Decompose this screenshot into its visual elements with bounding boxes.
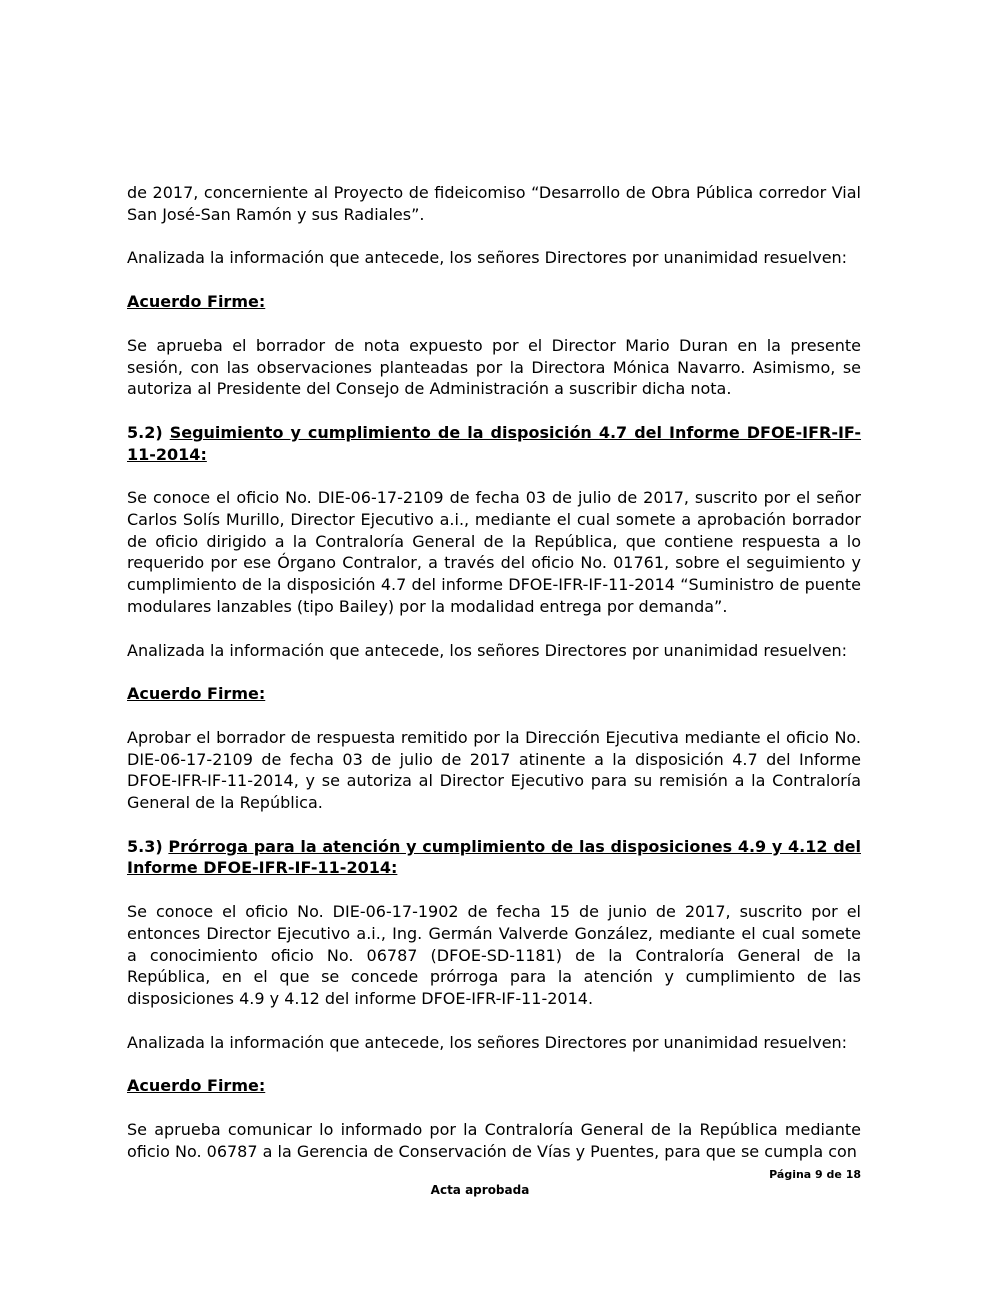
paragraph-oficio-2109: Se conoce el oficio No. DIE-06-17-2109 de fecha 03 de julio de 2017, suscrito por el señor Carlos Solís Murillo, Director Ejecutivo a.i., mediante el cual somete a aprobación borrador de oficio dirigido a la Contraloría General de la República, que contiene respuesta a lo requerido por ese Órgano Contralor, a través del oficio No. 01761, sobre el seguimiento y cumplimiento de la disposición 4.7 del informe DFOE-IFR-IF-11-2014 “Suministro de puente modulares lanzables (tipo Bailey) por la modalidad entrega por demanda”.: [127, 488, 861, 616]
section-title-5-3: Prórroga para la atención y cumplimiento de las disposiciones 4.9 y 4.12 del Informe DFOE-IFR-IF-11-2014:: [127, 836, 861, 878]
paragraph-oficio-1902: Se conoce el oficio No. DIE-06-17-1902 de fecha 15 de junio de 2017, suscrito por el entonces Director Ejecutivo a.i., Ing. Germán Valverde González, mediante el cual somete a conocimiento oficio No. 06787 (DFOE-SD-1181) de la Contraloría General de la República, en el que se concede prórroga para la atención y cumplimiento de las disposiciones 4.9 y 4.12 del informe DFOE-IFR-IF-11-2014.: [127, 902, 861, 1008]
paragraph-analizada-1: Analizada la información que antecede, los señores Directores por unanimidad resuelven:: [127, 248, 848, 268]
section-number-5-3: 5.3): [127, 836, 169, 856]
footer-acta-label: Acta aprobada: [430, 1183, 530, 1197]
document-body: [127, 182, 861, 1163]
section-heading-5-3: [127, 836, 861, 879]
paragraph-analizada-3: Analizada la información que antecede, los señores Directores por unanimidad resuelven:: [127, 1032, 848, 1052]
paragraph-acuerdo-2: Aprobar el borrador de respuesta remitido por la Dirección Ejecutiva mediante el oficio No. DIE-06-17-2109 de fecha 03 de julio de 2017 atinente a la disposición 4.7 del Informe DFOE-IFR-IF-11-2014, y se autoriza al Director Ejecutivo para su remisión a la Contraloría General de la República.: [127, 727, 861, 813]
paragraph-acuerdo-3: Se aprueba comunicar lo informado por la Contraloría General de la República mediante oficio No. 06787 a la Gerencia de Conservación de Vías y Puentes, para que se cumpla con: [127, 1120, 861, 1161]
paragraph-intro: de 2017, concerniente al Proyecto de fideicomiso “Desarrollo de Obra Pública corredor Vial San José-San Ramón y sus Radiales”.: [127, 183, 861, 224]
acuerdo-firme-heading-2: Acuerdo Firme:: [127, 684, 266, 704]
acuerdo-firme-heading-1: Acuerdo Firme:: [127, 292, 266, 312]
section-number-5-2: 5.2): [127, 422, 170, 442]
page-number: Página 9 de 18: [769, 1168, 861, 1181]
section-heading-5-2: [127, 422, 861, 465]
section-title-5-2: Seguimiento y cumplimiento de la disposición 4.7 del Informe DFOE-IFR-IF-11-2014:: [127, 422, 862, 464]
paragraph-acuerdo-1: Se aprueba el borrador de nota expuesto por el Director Mario Duran en la presente sesión, con las observaciones planteadas por la Directora Mónica Navarro. Asimismo, se autoriza al Presidente del Consejo de Administración a suscribir dicha nota.: [127, 335, 861, 399]
acuerdo-firme-heading-3: Acuerdo Firme:: [127, 1076, 266, 1096]
paragraph-analizada-2: Analizada la información que antecede, los señores Directores por unanimidad resuelven:: [127, 640, 848, 660]
